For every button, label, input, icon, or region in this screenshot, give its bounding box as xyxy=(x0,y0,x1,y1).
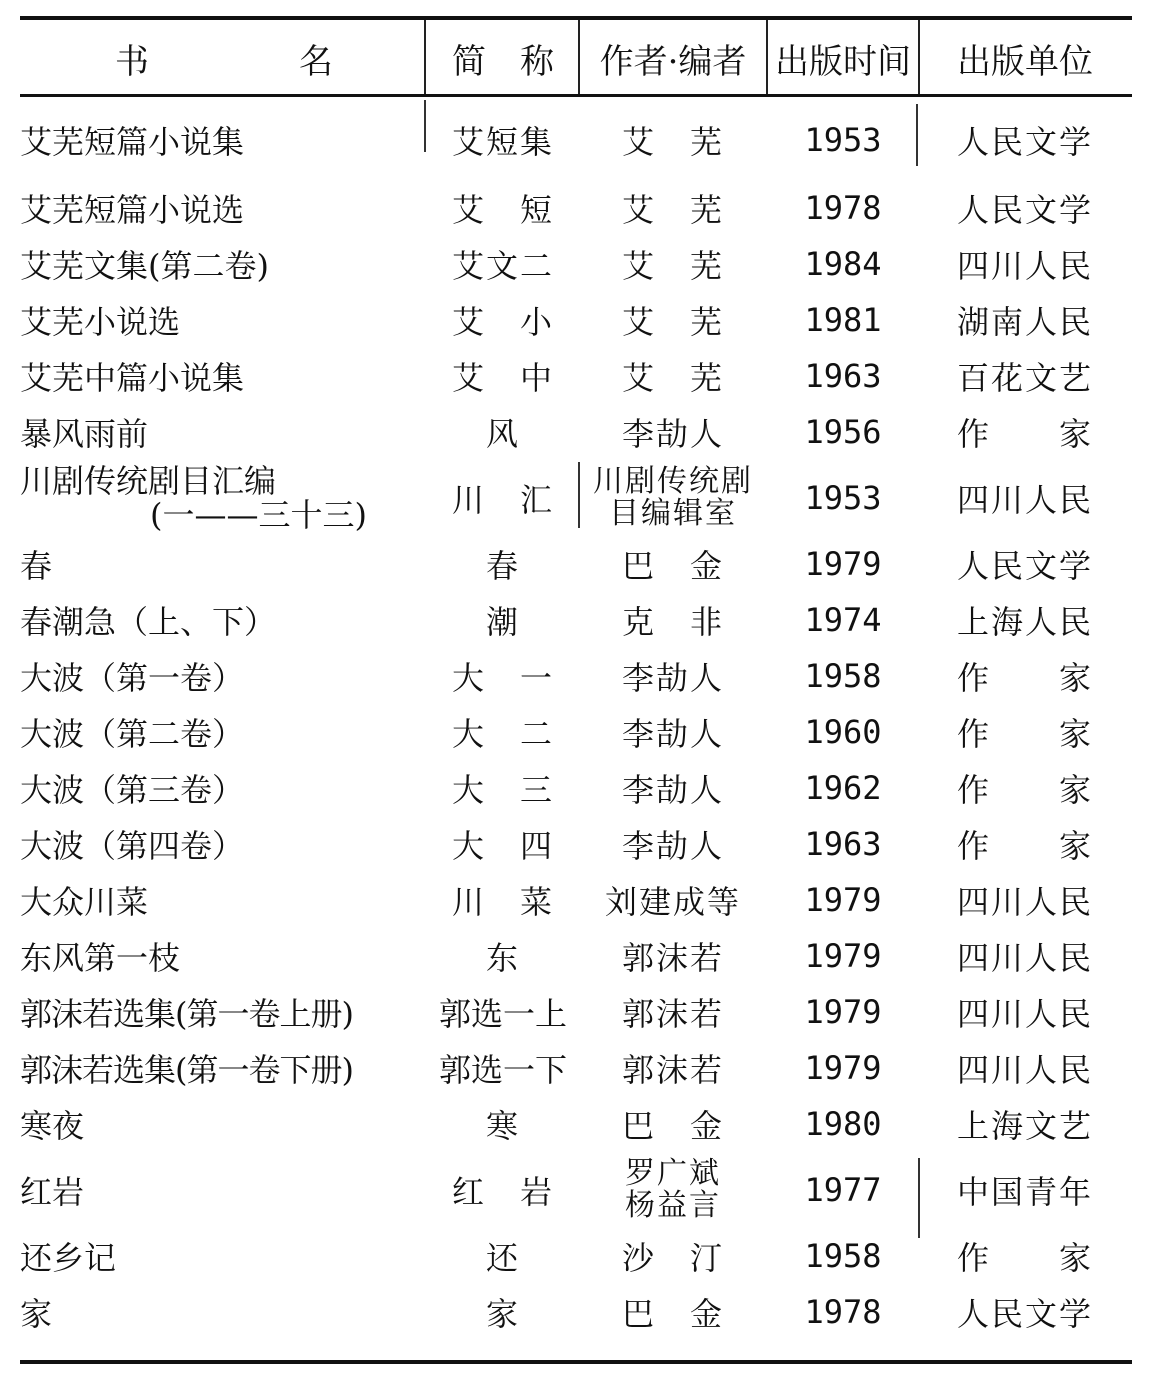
book-abbreviation: 郭选一上 xyxy=(438,995,567,1033)
table-row xyxy=(20,404,1132,460)
book-title: 东风第一枝 xyxy=(20,939,181,977)
book-abbreviation: 川 汇 xyxy=(451,481,554,519)
book-year: 1979 xyxy=(804,993,882,1031)
book-year: 1977 xyxy=(804,1171,882,1209)
book-title: 艾芜短篇小说选 xyxy=(20,191,245,229)
bottom-rule xyxy=(20,1360,1132,1364)
table-row xyxy=(20,872,1132,928)
header-book-title: 书 名 xyxy=(115,41,333,82)
table-row xyxy=(20,1284,1132,1340)
book-author: 李劼人 xyxy=(621,659,724,697)
book-title: 艾芜文集(第二卷) xyxy=(20,247,269,285)
book-title: 郭沫若选集(第一卷上册) xyxy=(20,995,353,1033)
book-abbreviation: 川 菜 xyxy=(451,883,554,921)
book-publisher: 人民文学 xyxy=(956,123,1093,161)
book-publisher: 作 家 xyxy=(956,827,1093,865)
book-publisher: 四川人民 xyxy=(956,995,1093,1033)
book-year: 1958 xyxy=(804,657,882,695)
table-row xyxy=(20,648,1132,704)
book-publisher: 四川人民 xyxy=(956,481,1093,519)
book-abbreviation: 家 xyxy=(485,1295,520,1333)
book-year: 1979 xyxy=(804,1049,882,1087)
book-year: 1981 xyxy=(804,301,882,339)
book-publisher: 四川人民 xyxy=(956,939,1093,977)
book-author: 刘建成等 xyxy=(604,883,741,921)
book-author: 李劼人 xyxy=(621,715,724,753)
book-abbreviation: 大 四 xyxy=(451,827,554,865)
book-title: 艾芜中篇小说集 xyxy=(20,359,245,397)
book-author-cell xyxy=(578,460,768,536)
book-year: 1963 xyxy=(804,825,882,863)
book-abbreviation: 大 三 xyxy=(451,771,554,809)
book-title: 春 xyxy=(20,547,53,585)
book-publisher: 中国青年 xyxy=(956,1173,1093,1211)
book-author: 艾 芜 xyxy=(621,191,724,229)
book-year: 1979 xyxy=(804,881,882,919)
book-author: 沙 汀 xyxy=(621,1239,724,1277)
book-year: 1979 xyxy=(804,937,882,975)
book-author: 巴 金 xyxy=(621,547,724,585)
book-author-line2: 杨益言 xyxy=(625,1188,721,1223)
book-title: 郭沫若选集(第一卷下册) xyxy=(20,1051,353,1089)
book-title: 大波（第四卷） xyxy=(20,827,245,865)
book-title: 大波（第二卷） xyxy=(20,715,245,753)
table-row xyxy=(20,348,1132,404)
book-title: 寒夜 xyxy=(20,1107,85,1145)
book-publisher: 作 家 xyxy=(956,1239,1093,1277)
book-author: 罗广斌 xyxy=(625,1156,721,1191)
book-author: 艾 芜 xyxy=(621,247,724,285)
book-title: 大波（第三卷） xyxy=(20,771,245,809)
book-title: 家 xyxy=(20,1295,53,1333)
book-publisher: 作 家 xyxy=(956,715,1093,753)
book-abbreviation: 艾文二 xyxy=(451,247,554,285)
book-year: 1953 xyxy=(804,121,882,159)
book-author: 巴 金 xyxy=(621,1295,724,1333)
table-row xyxy=(20,816,1132,872)
book-abbreviation: 春 xyxy=(485,547,520,585)
book-author: 巴 金 xyxy=(621,1107,724,1145)
book-author-line2: 目编辑室 xyxy=(609,496,737,531)
table-row xyxy=(20,984,1132,1040)
table-row xyxy=(20,760,1132,816)
book-title: 还乡记 xyxy=(20,1239,117,1277)
book-author: 李劼人 xyxy=(621,415,724,453)
book-author-cell xyxy=(578,1152,768,1228)
table-row xyxy=(20,96,1132,180)
book-author: 李劼人 xyxy=(621,827,724,865)
book-abbreviation: 艾 中 xyxy=(451,359,554,397)
book-author: 艾 芜 xyxy=(621,123,724,161)
book-publisher: 百花文艺 xyxy=(956,359,1093,397)
book-abbreviation: 郭选一下 xyxy=(438,1051,567,1089)
book-author: 克 非 xyxy=(621,603,724,641)
book-abbreviation: 寒 xyxy=(485,1107,520,1145)
book-year: 1979 xyxy=(804,545,882,583)
table-row xyxy=(20,292,1132,348)
book-year: 1960 xyxy=(804,713,882,751)
table-row xyxy=(20,236,1132,292)
book-year: 1974 xyxy=(804,601,882,639)
table-row xyxy=(20,592,1132,648)
book-author: 艾 芜 xyxy=(621,359,724,397)
book-publisher: 四川人民 xyxy=(956,1051,1093,1089)
book-year: 1958 xyxy=(804,1237,882,1275)
book-title: 春潮急（上、下） xyxy=(20,603,277,641)
table-row xyxy=(20,536,1132,592)
book-publisher: 人民文学 xyxy=(956,547,1093,585)
table-row xyxy=(20,704,1132,760)
book-list-table xyxy=(20,20,1132,1340)
book-title: 川剧传统剧目汇编 xyxy=(20,462,277,500)
book-year: 1984 xyxy=(804,245,882,283)
book-author: 郭沫若 xyxy=(621,995,724,1033)
book-abbreviation: 东 xyxy=(485,939,520,977)
book-author: 郭沫若 xyxy=(621,1051,724,1089)
table-header-row xyxy=(20,20,1132,96)
book-author: 艾 芜 xyxy=(621,303,724,341)
book-title: 大波（第一卷） xyxy=(20,659,245,697)
book-publisher: 作 家 xyxy=(956,415,1093,453)
table-row xyxy=(20,460,1132,536)
table-row xyxy=(20,1040,1132,1096)
book-year: 1963 xyxy=(804,357,882,395)
book-year: 1962 xyxy=(804,769,882,807)
book-year: 1953 xyxy=(804,479,882,517)
book-title-subtitle: (一——三十三) xyxy=(150,496,367,534)
book-publisher: 四川人民 xyxy=(956,883,1093,921)
book-publisher: 上海人民 xyxy=(956,603,1093,641)
book-year: 1978 xyxy=(804,1293,882,1331)
book-abbreviation: 大 二 xyxy=(451,715,554,753)
book-publisher: 四川人民 xyxy=(956,247,1093,285)
book-author: 川剧传统剧 xyxy=(593,464,753,499)
table-row xyxy=(20,1228,1132,1284)
table-row xyxy=(20,180,1132,236)
book-title: 红岩 xyxy=(20,1173,85,1211)
book-abbreviation: 艾 短 xyxy=(451,191,554,229)
book-abbreviation: 大 一 xyxy=(451,659,554,697)
book-abbreviation: 潮 xyxy=(485,603,520,641)
table-row xyxy=(20,1096,1132,1152)
book-abbreviation: 艾 小 xyxy=(451,303,554,341)
book-title: 艾芜短篇小说集 xyxy=(20,123,245,161)
book-abbreviation: 红 岩 xyxy=(451,1173,554,1211)
book-title: 暴风雨前 xyxy=(20,415,149,453)
header-publisher: 出版单位 xyxy=(957,41,1093,82)
book-publisher: 湖南人民 xyxy=(956,303,1093,341)
book-title: 艾芜小说选 xyxy=(20,303,181,341)
book-title-cell xyxy=(20,460,428,536)
book-abbreviation: 风 xyxy=(485,415,520,453)
book-publisher: 上海文艺 xyxy=(956,1107,1093,1145)
book-publisher: 人民文学 xyxy=(956,1295,1093,1333)
book-author: 李劼人 xyxy=(621,771,724,809)
book-year: 1956 xyxy=(804,413,882,451)
book-title: 大众川菜 xyxy=(20,883,149,921)
table-row xyxy=(20,1152,1132,1228)
book-abbreviation: 还 xyxy=(485,1239,520,1277)
header-author-editor: 作者·编者 xyxy=(599,41,747,82)
header-abbreviation: 简 称 xyxy=(452,41,554,82)
book-year: 1980 xyxy=(804,1105,882,1143)
table-row xyxy=(20,928,1132,984)
header-publication-year: 出版时间 xyxy=(775,41,911,82)
book-author: 郭沫若 xyxy=(621,939,724,977)
book-abbreviation: 艾短集 xyxy=(451,123,554,161)
book-publisher: 作 家 xyxy=(956,659,1093,697)
book-year: 1978 xyxy=(804,189,882,227)
book-publisher: 人民文学 xyxy=(956,191,1093,229)
book-publisher: 作 家 xyxy=(956,771,1093,809)
